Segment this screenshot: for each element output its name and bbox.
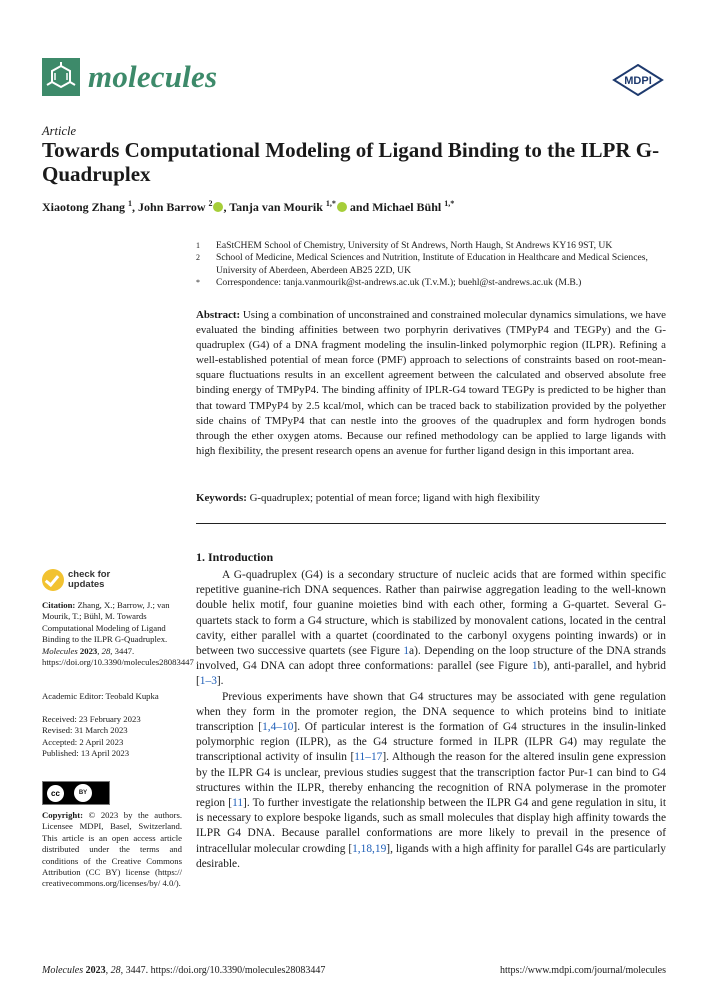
article-type: Article [42, 124, 77, 138]
citation-text: Zhang, X.; Barrow, J.; van Mourik, T.; Bühl, M. Towards Computational Modeling of Ligand Binding to the ILPR G-Quadruplex. [42, 600, 170, 645]
academic-editor: Academic Editor: Teobald Kupka [42, 691, 159, 701]
affiliation-item [196, 252, 666, 277]
affiliation-text: School of Medicine, Medical Sciences and Nutrition, Institute of Education in Healthcare and Medical Sciences, University of Aberdeen, Aberdeen AB25 2ZD, UK [216, 252, 648, 276]
paragraph-text: A G-quadruplex (G4) is a secondary structure of nucleic acids that are formed within specific repetitive guanine-rich DNA sequences. Rather than pairwise aggregation leading to the well-known double helix motif, four guanine moieties bind with each other, forming a G-quartet. Several G-quartets stack to form a G4 structure, which is stabilized by monovalent cations, located in the central cavity, either parallel with a quartet (coordinated to the carbonyl oxygens pointing inwards) or in between two successive quartets (see Figure [196, 569, 666, 658]
dates-block [42, 714, 182, 760]
journal-name: molecules [88, 59, 218, 94]
footer-doi[interactable]: , 3447. https://doi.org/10.3390/molecules28083447 [120, 965, 326, 976]
citation-journal: Molecules [42, 645, 78, 656]
affiliation-text: EaStCHEM School of Chemistry, University of St Andrews, North Haugh, St Andrews KY16 9ST, UK [216, 240, 613, 251]
orcid-icon[interactable] [213, 202, 223, 212]
abstract-text: Using a combination of unconstrained and constrained molecular dynamics simulations, we have evaluated the binding affinities between two porphyrin derivatives (TMPyP4 and TEGPy) and the G-quadruplex (G4) of a DNA fragment modeling the insulin-linked polymorphic region (ILPR). Refining a well-established potential of mean force (PMF) approach to selections of constraints based on root-mean-square fluctuations results in an excellent agreement between the calculated and observed absolute free binding energy of TMPyP4. The binding affinity of IPLR-G4 toward TEGPy is predicted to be higher than that toward TMPyP4 by 2.5 kcal/mol, which can be traced back to stabilization provided by the polyether side chains of TMPyP4 that can nestle into the grooves of the quadruplex and form hydrogen bonds through the ether oxygen atoms. Because our refined methodology can be applied to large ligands with high flexibility, the present research opens an avenue for further ligand design in this important area. [196, 309, 666, 457]
mdpi-logo-text: MDPI [624, 75, 652, 87]
published-date: Published: 13 April 2023 [42, 748, 130, 759]
citation-doi[interactable]: , 3447. https://doi.org/10.3390/molecules28083447 [42, 645, 194, 668]
paragraph-text: Previous experiments have shown that G4 structures may be associated with gene regulation when they form in the promoter region, the DNA sequence to which proteins bind to initiate transcription [ [196, 690, 666, 734]
citation-volume: 28 [101, 645, 111, 656]
paragraph-text: ]. [216, 675, 224, 688]
author-sup: 1 [128, 199, 133, 208]
reference-link[interactable]: 1 [531, 660, 538, 673]
page-footer [42, 965, 666, 976]
checkmark-icon [42, 569, 64, 591]
paragraph-text: ]. Of particular interest is the formation of G4 structures in the insulin-linked polymorphic region (ILPR), as the G4 structure formed in ILPR (ILPR G4) may regulate the transcriptional activity of insulin [ [196, 721, 666, 764]
orcid-icon[interactable] [337, 202, 347, 212]
reference-link[interactable]: 11 [232, 797, 244, 810]
author-list [42, 199, 454, 215]
footer-volume: 28 [110, 965, 121, 976]
reference-link[interactable]: 11–17 [354, 751, 383, 764]
cc-icon: cc [47, 785, 64, 802]
citation-year: 2023 [79, 645, 98, 656]
molecule-hexagon-icon [42, 58, 80, 96]
keywords-label: Keywords: [196, 492, 247, 504]
mdpi-logo [612, 64, 664, 96]
cc-by-license-badge[interactable] [42, 781, 110, 805]
by-icon: BY [74, 784, 92, 802]
author-sup: 2 [208, 199, 213, 208]
paragraph [196, 690, 666, 872]
affiliation-mark: 1 [196, 241, 200, 250]
affiliation-mark: 2 [196, 253, 200, 263]
paragraph-text: ]. Although the reason for the altered insulin gene expression by the ILPR G4 is unclear, previous studies suggest that the transcription factor Pur-1 can bind to G4 structures within the ILPR, thereby enhancing the recognition of RNA polymerase in the promoter region [ [196, 751, 667, 810]
footer-citation: Molecules 2023, 28, 3447. https://doi.org/10.3390/molecules28083447 [42, 965, 326, 976]
journal-logo [42, 58, 217, 96]
affiliation-item [196, 240, 666, 252]
abstract [196, 308, 666, 459]
author-name[interactable]: Michael Bühl [372, 200, 442, 214]
reference-link[interactable]: 1,18,19 [352, 842, 387, 855]
correspondence-text[interactable]: Correspondence: tanja.vanmourik@st-andrews.ac.uk (T.v.M.); buehl@st-andrews.ac.uk (M.B.) [216, 276, 582, 288]
author-name[interactable]: John Barrow [138, 200, 206, 214]
affiliation-mark: * [196, 277, 200, 287]
footer-journal: Molecules [42, 965, 84, 976]
divider [196, 523, 666, 524]
reference-link[interactable]: 1–3 [199, 675, 217, 688]
paragraph-text: b), anti-parallel, and hybrid [ [196, 660, 666, 688]
copyright-text: © 2023 by the authors. Licensee MDPI, Basel, Switzerland. This article is an open access article distributed under the terms and conditions of the Creative Commons Attribution (CC BY) license (https:// creativecommons.org/licenses/by/ 4.0/). [42, 810, 182, 889]
copyright-label: Copyright: [42, 810, 84, 820]
article-title: Towards Computational Modeling of Ligand Binding to the ILPR G-Quadruplex [42, 138, 660, 186]
reference-link[interactable]: 1,4–10 [262, 721, 294, 734]
paragraph-text: a). Depending on the loop structure of the DNA strands involved, G4 DNA can adopt three conformations: parallel (see Figure [196, 645, 666, 673]
citation-label: Citation: [42, 600, 76, 610]
accepted-date: Accepted: 2 April 2023 [42, 736, 124, 747]
affiliation-item [196, 277, 666, 289]
introduction-body [196, 568, 666, 872]
author-sep: , [132, 200, 139, 214]
affiliations [196, 240, 666, 289]
reference-link[interactable]: 1 [403, 645, 410, 658]
footer-year: 2023 [85, 965, 106, 976]
footer-journal-url[interactable]: https://www.mdpi.com/journal/molecules [500, 965, 666, 976]
abstract-label: Abstract: [196, 309, 241, 321]
author-sup: 1,* [444, 199, 455, 208]
check-for-updates-button[interactable] [42, 569, 136, 591]
author-name[interactable]: Tanja van Mourik [229, 200, 323, 214]
author-name[interactable]: Xiaotong Zhang [42, 200, 126, 214]
keywords-text: G-quadruplex; potential of mean force; ligand with high flexibility [249, 492, 540, 504]
author-sup: 1,* [325, 199, 336, 208]
author-sep: and [346, 200, 373, 214]
section-heading: 1. Introduction [196, 550, 274, 564]
copyright-block [42, 810, 182, 890]
author-sep: , [223, 200, 230, 214]
check-for-updates-label: check for updates [68, 569, 111, 590]
received-date: Received: 23 February 2023 [42, 714, 141, 724]
keywords [196, 491, 666, 506]
paragraph-text: ]. To further investigate the relationship between the ILPR G4 and gene regulation in situ, it is necessary to explore bespoke ligands, such as small molecules that display high affinity towards the ILPR G4 DNA. Because parallel conformations are more likely to prevail in the presence of intracellular molecular crowding [ [196, 797, 666, 855]
paragraph [196, 568, 666, 690]
paragraph-text: ], ligands with a high affinity for parallel G4s are particularly desirable. [196, 842, 666, 870]
revised-date: Revised: 31 March 2023 [42, 725, 128, 736]
citation-block: Citation: Zhang, X.; Barrow, J.; van Mourik, T.; Bühl, M. Towards Computational Modeling of Ligand Binding to the ILPR G-Quadruplex. Molecules 2023, 28, 3447. https://doi.org/10.3390/molecules28083447 [42, 600, 194, 668]
